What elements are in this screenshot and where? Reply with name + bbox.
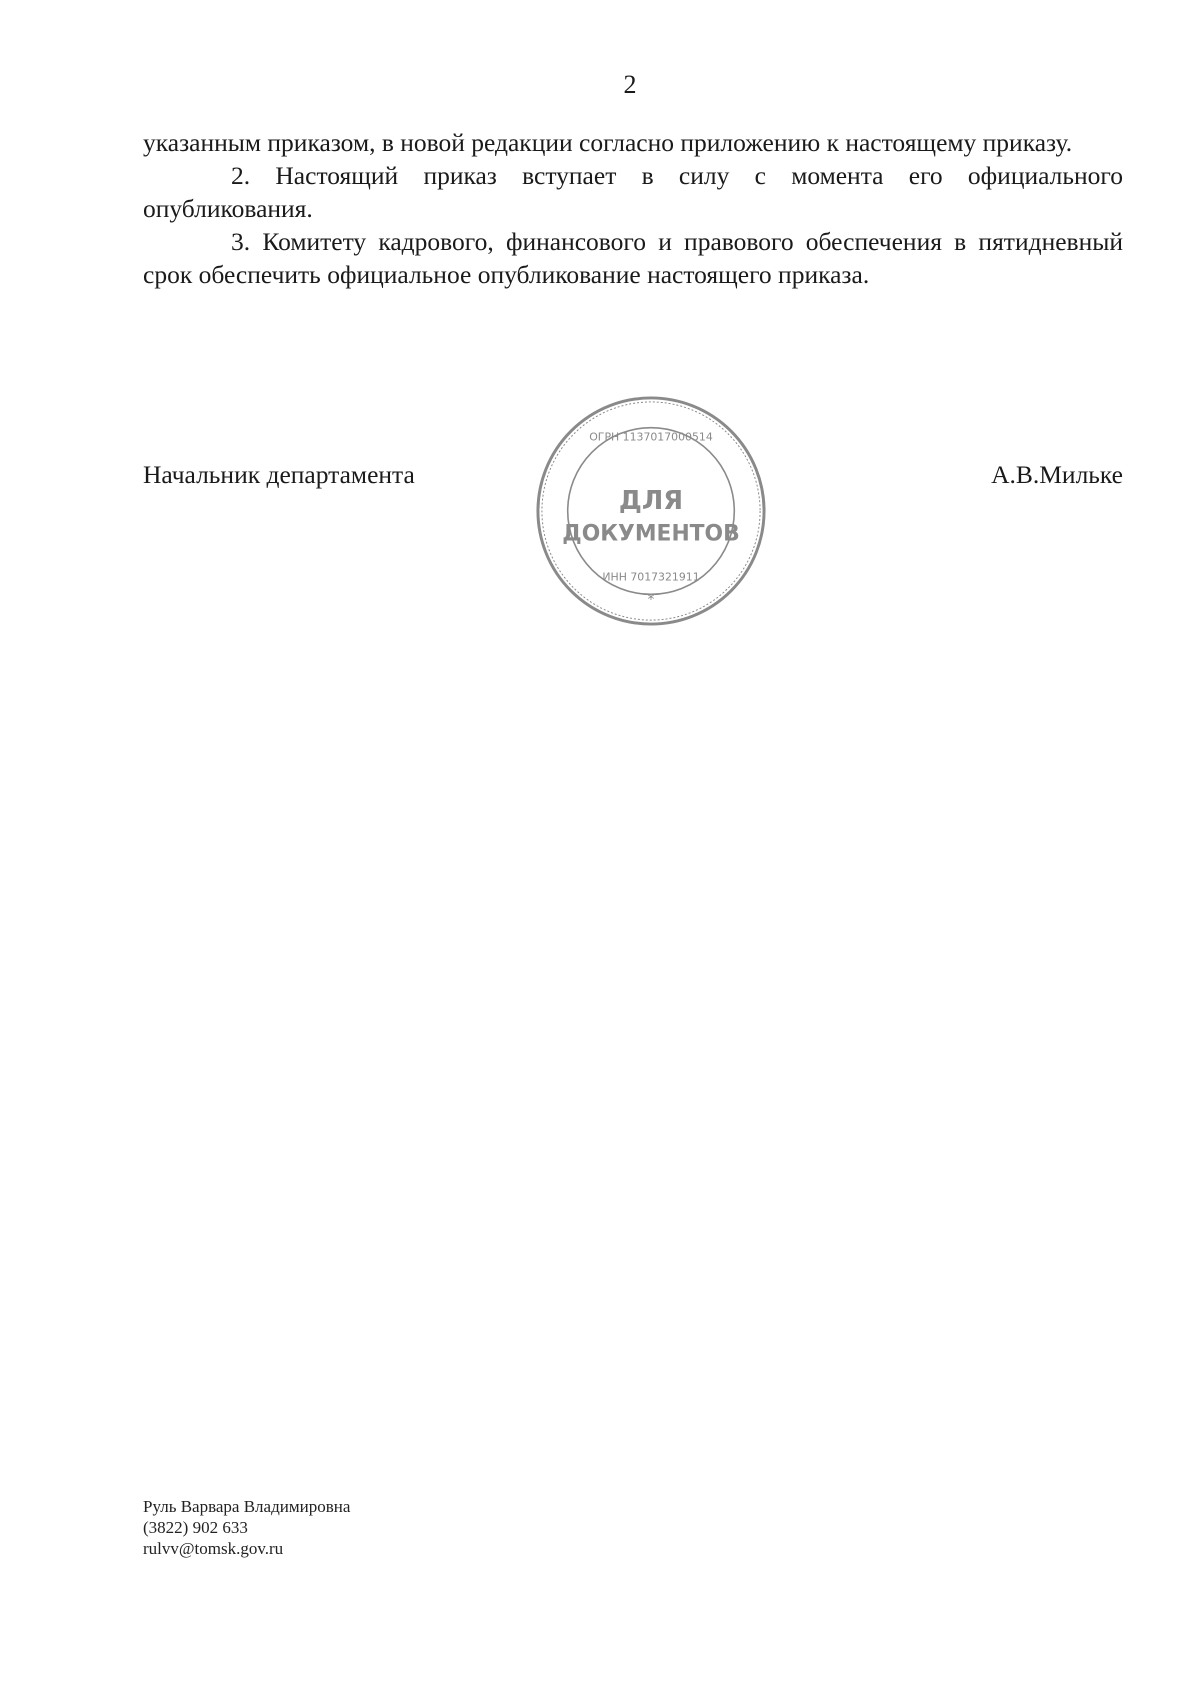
- paragraph-item-3: 3. Комитету кадрового, финансового и правового обеспечения в пятидневный срок обеспечить официальное опубликование настоящего приказа.: [143, 227, 1123, 289]
- paragraph-continuation: указанным приказом, в новой редакции согласно приложению к настоящему приказу.: [143, 128, 1073, 157]
- seal-center-line1: ДЛЯ: [618, 486, 684, 517]
- executor-phone: (3822) 902 633: [143, 1518, 248, 1537]
- seal-ogrn: ОГРН 1137017000514: [589, 430, 713, 444]
- executor-email: rulvv@tomsk.gov.ru: [143, 1539, 284, 1558]
- signatory-position: Начальник департамента: [143, 460, 415, 489]
- page-number: 2: [623, 70, 637, 99]
- seal-inn: ИНН 7017321911: [602, 570, 700, 584]
- executor-name: Руль Варвара Владимировна: [143, 1497, 351, 1516]
- signatory-name: А.В.Мильке: [991, 460, 1123, 489]
- document-body: [143, 126, 1123, 291]
- executor-contacts: [143, 1496, 350, 1559]
- official-seal: [532, 392, 770, 630]
- seal-graphic: [532, 392, 770, 630]
- seal-center-line2: ДОКУМЕНТОВ: [562, 521, 740, 547]
- paragraph-item-2: 2. Настоящий приказ вступает в силу с момента его официального опубликования.: [143, 161, 1123, 223]
- seal-star: *: [647, 592, 655, 609]
